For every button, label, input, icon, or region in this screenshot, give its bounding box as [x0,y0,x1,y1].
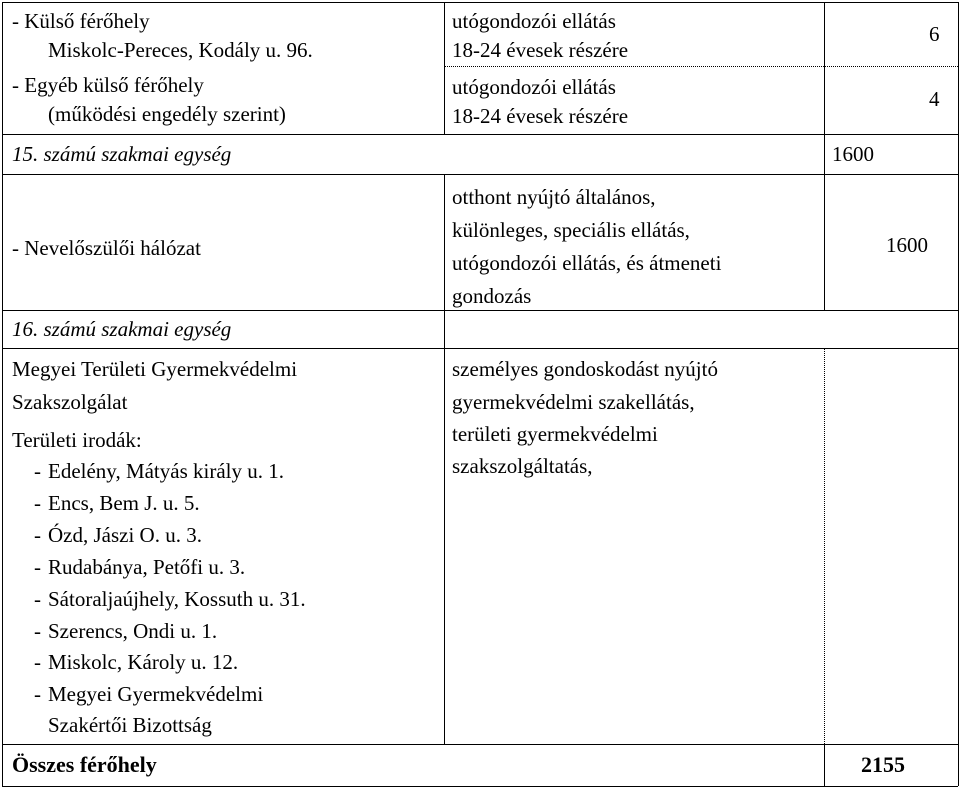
location-line1: - Egyéb külső férőhely [12,73,204,97]
list-dash: - [34,523,41,547]
unit15-service-line: gondozás [452,284,532,308]
rule-nevelo-bottom [2,310,958,311]
unit15-item-label: - Nevelőszülői hálózat [12,236,201,260]
rule-left [2,2,3,786]
office-address-cont: Szakértői Bizottság [48,713,212,737]
rule-16-col1 [444,310,445,348]
org-name-line2: Szakszolgálat [12,390,128,414]
capacity-value: 6 [929,22,940,46]
rule-row2-bottom [2,134,958,135]
rule-16-bottom [2,348,958,349]
unit15-total: 1600 [832,142,874,166]
rule-big-bottom [2,744,958,745]
offices-label: Területi irodák: [12,428,142,452]
service-line2: 18-24 évesek részére [452,104,629,128]
service-line1: utógondozói ellátás [452,9,616,33]
list-item [34,587,306,611]
list-dash: - [34,459,41,483]
office-address: Rudabánya, Petőfi u. 3. [48,555,246,579]
location-line1: - Külső férőhely [12,9,150,33]
total-label: Összes férőhely [12,752,157,777]
unit16-title: 16. számú szakmai egység [12,317,232,341]
office-address: Sátoraljaújhely, Kossuth u. 31. [48,587,306,611]
unit15-title: 15. számú szakmai egység [12,142,232,166]
rule-row1-sep [444,66,824,67]
office-address: Ózd, Jászi O. u. 3. [48,523,202,547]
rule-big-col2 [824,348,825,744]
office-address: Edelény, Mátyás király u. 1. [48,459,284,483]
rule-15-col [824,134,825,174]
office-address: Megyei Gyermekvédelmi [48,682,264,706]
list-dash: - [34,682,41,706]
rule-col1 [444,2,445,134]
office-address: Encs, Bem J. u. 5. [48,491,200,515]
list-item [34,491,200,515]
list-item [34,555,245,579]
list-item [34,459,284,483]
service-line1: utógondozói ellátás [452,75,616,99]
list-dash: - [34,619,41,643]
unit15-service-line: különleges, speciális ellátás, [452,218,690,242]
list-item [34,619,217,643]
office-address: Szerencs, Ondi u. 1. [48,619,218,643]
rule-right [958,2,959,786]
list-dash: - [34,650,41,674]
total-value: 2155 [861,752,905,777]
rule-col2 [824,2,825,134]
rule-bottom [2,786,958,787]
rule-top [2,2,958,3]
unit16-service-line: gyermekvédelmi szakellátás, [452,390,695,414]
location-line2: Miskolc-Pereces, Kodály u. 96. [48,38,313,62]
capacity-value: 4 [929,87,940,111]
list-item [34,523,202,547]
unit16-service-line: területi gyermekvédelmi [452,422,658,446]
unit15-service-line: utógondozói ellátás, és átmeneti [452,251,722,275]
unit15-service-line: otthont nyújtó általános, [452,185,656,209]
unit16-service-line: személyes gondoskodást nyújtó [452,357,718,381]
unit16-service-line: szakszolgáltatás, [452,454,593,478]
unit15-capacity: 1600 [886,233,928,257]
service-line2: 18-24 évesek részére [452,38,629,62]
rule-15-bottom [2,174,958,175]
list-item [34,682,263,706]
list-dash: - [34,587,41,611]
office-address: Miskolc, Károly u. 12. [48,650,239,674]
list-item [34,650,238,674]
rule-row1-sep-right [824,66,958,67]
rule-big-col1 [444,348,445,744]
org-name-line1: Megyei Területi Gyermekvédelmi [12,357,298,381]
list-dash: - [34,555,41,579]
rule-total-col [824,744,825,786]
list-dash: - [34,491,41,515]
rule-nevelo-col2 [824,174,825,310]
rule-nevelo-col1 [444,174,445,310]
location-line2: (működési engedély szerint) [48,102,286,126]
